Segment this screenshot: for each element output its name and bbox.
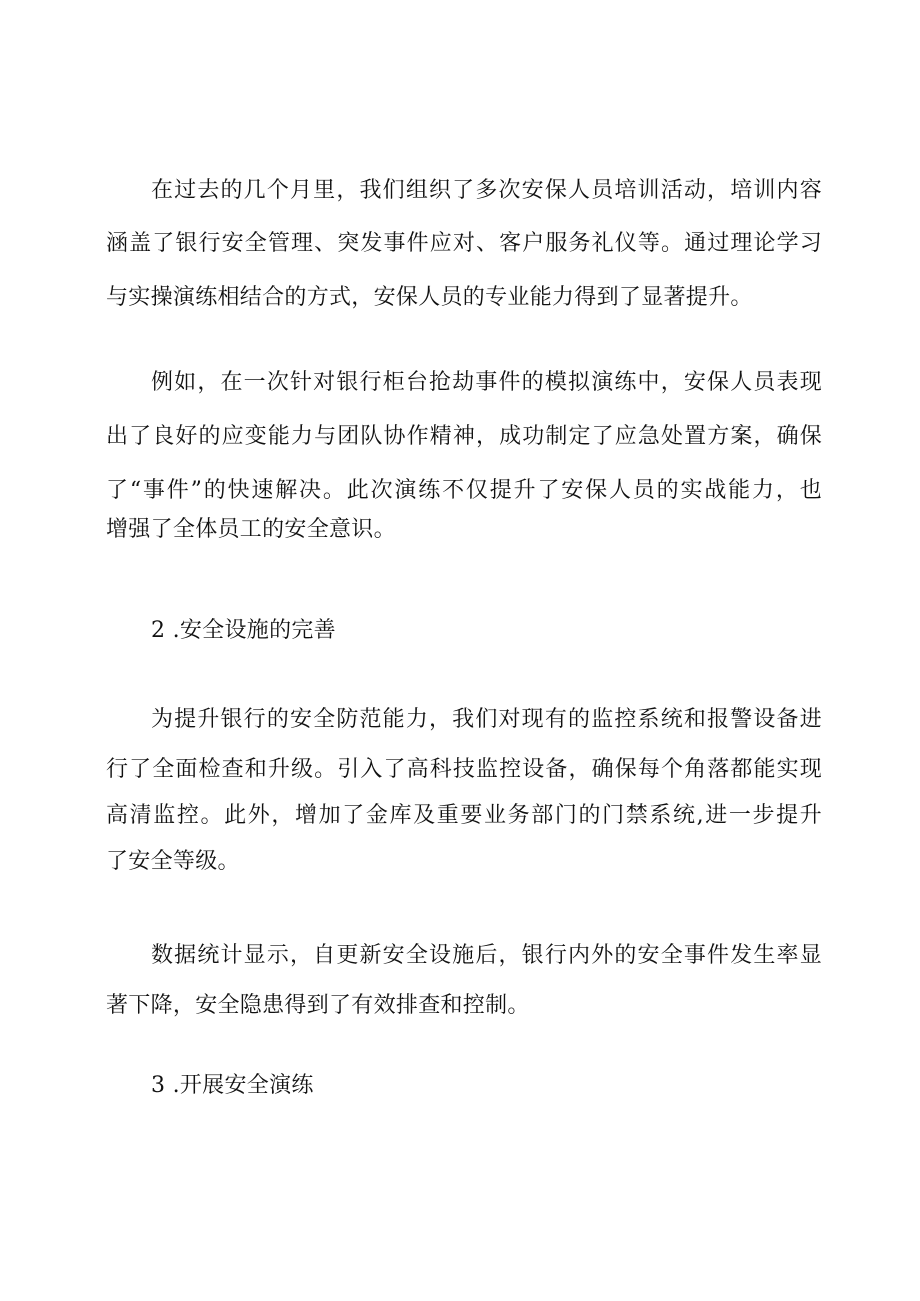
paragraph-2-line-4: 增强了全体员工的安全意识。 (106, 517, 396, 542)
paragraph-1-line-1: 在过去的几个月里，我们组织了多次安保人员培训活动，培训内容 (151, 178, 822, 203)
paragraph-2-line-2: 出了良好的应变能力与团队协作精神，成功制定了应急处置方案，确保 (106, 424, 822, 449)
paragraph-4-line-1: 数据统计显示，自更新安全设施后，银行内外的安全事件发生率显 (151, 943, 822, 968)
paragraph-2-line-1: 例如，在一次针对银行柜台抢劫事件的模拟演练中，安保人员表现 (151, 370, 822, 395)
section-heading-3: 3 .开展安全演练 (151, 1073, 314, 1098)
paragraph-1-line-3: 与实操演练相结合的方式，安保人员的专业能力得到了显著提升。 (106, 285, 753, 310)
paragraph-4-line-2: 著下降，安全隐患得到了有效排查和控制。 (106, 993, 530, 1018)
paragraph-2-line-3: 了“事件”的快速解决。此次演练不仅提升了安保人员的实战能力，也 (106, 478, 822, 503)
paragraph-3-line-2: 行了全面检查和升级。引入了高科技监控设备，确保每个角落都能实现 (106, 757, 822, 782)
paragraph-3-line-4: 了安全等级。 (106, 849, 240, 874)
paragraph-3-line-3: 高清监控。此外，增加了金库及重要业务部门的门禁系统,进一步提升 (106, 803, 822, 828)
paragraph-3-line-1: 为提升银行的安全防范能力，我们对现有的监控系统和报警设备进 (151, 707, 822, 732)
paragraph-1-line-2: 涵盖了银行安全管理、突发事件应对、客户服务礼仪等。通过理论学习 (106, 231, 822, 256)
section-heading-2: 2 .安全设施的完善 (151, 618, 336, 643)
